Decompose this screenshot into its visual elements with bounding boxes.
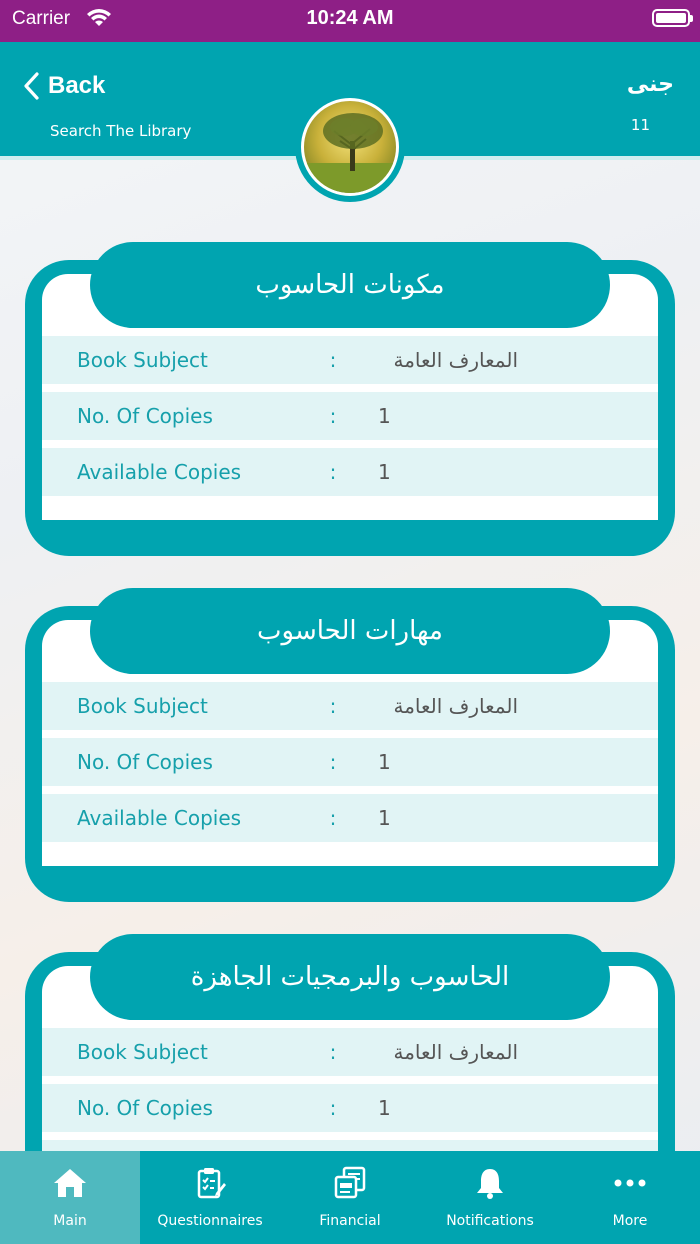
row-label: No. Of Copies: [77, 404, 213, 428]
row-label: Book Subject: [77, 1040, 208, 1064]
book-title: مهارات الحاسوب: [90, 588, 610, 674]
tab-main[interactable]: [0, 1151, 140, 1244]
back-label: Back: [48, 72, 106, 99]
row-colon: :: [329, 348, 337, 372]
tab-label: Notifications: [446, 1213, 534, 1229]
home-icon: [52, 1165, 88, 1201]
bell-icon: [472, 1165, 508, 1201]
row-colon: :: [329, 806, 337, 830]
row-value: المعارف العامة: [393, 348, 518, 372]
status-bar: [0, 0, 700, 42]
avatar[interactable]: [295, 92, 405, 202]
row-colon: :: [329, 404, 337, 428]
copies-row: [42, 392, 658, 440]
row-value: المعارف العامة: [393, 1040, 518, 1064]
book-subject-row: [42, 336, 658, 384]
row-value: 1: [378, 1096, 391, 1120]
page-subtitle: Search The Library: [50, 122, 192, 140]
row-colon: :: [329, 1040, 337, 1064]
row-value: 1: [378, 460, 391, 484]
chevron-left-icon: [22, 72, 42, 100]
avatar-image: [301, 98, 399, 196]
tab-questionnaires[interactable]: [140, 1151, 280, 1244]
copies-row: [42, 1084, 658, 1132]
book-card[interactable]: [25, 242, 675, 556]
carrier-label: Carrier: [12, 8, 71, 29]
receipt-icon: [332, 1165, 368, 1201]
row-colon: :: [329, 1096, 337, 1120]
clock: 10:24 AM: [306, 7, 394, 29]
row-label: Available Copies: [77, 806, 242, 830]
row-label: Book Subject: [77, 694, 208, 718]
tab-label: Questionnaires: [157, 1213, 263, 1229]
tab-bar: [0, 1151, 700, 1244]
book-title: الحاسوب والبرمجيات الجاهزة: [90, 934, 610, 1020]
tab-financial[interactable]: [280, 1151, 420, 1244]
user-name: جنى: [626, 72, 674, 97]
tab-more[interactable]: [560, 1151, 700, 1244]
row-label: No. Of Copies: [77, 750, 213, 774]
row-label: No. Of Copies: [77, 1096, 213, 1120]
available-copies-row: [42, 794, 658, 842]
row-colon: :: [329, 460, 337, 484]
available-copies-row: [42, 448, 658, 496]
row-label: Book Subject: [77, 348, 208, 372]
more-icon: [612, 1165, 648, 1201]
tab-notifications[interactable]: [420, 1151, 560, 1244]
tab-label: Main: [53, 1213, 87, 1229]
book-subject-row: [42, 682, 658, 730]
row-value: 1: [378, 750, 391, 774]
battery-icon: [652, 9, 690, 27]
row-label: Available Copies: [77, 460, 242, 484]
user-id: 11: [630, 116, 650, 134]
row-colon: :: [329, 750, 337, 774]
back-button[interactable]: [22, 72, 105, 100]
book-card[interactable]: [25, 588, 675, 902]
copies-row: [42, 738, 658, 786]
clipboard-icon: [192, 1165, 228, 1201]
tab-label: Financial: [319, 1213, 381, 1229]
book-subject-row: [42, 1028, 658, 1076]
book-title: مكونات الحاسوب: [90, 242, 610, 328]
row-value: 1: [378, 806, 391, 830]
row-value: 1: [378, 404, 391, 428]
row-value: المعارف العامة: [393, 694, 518, 718]
row-colon: :: [329, 694, 337, 718]
tab-label: More: [612, 1213, 648, 1229]
